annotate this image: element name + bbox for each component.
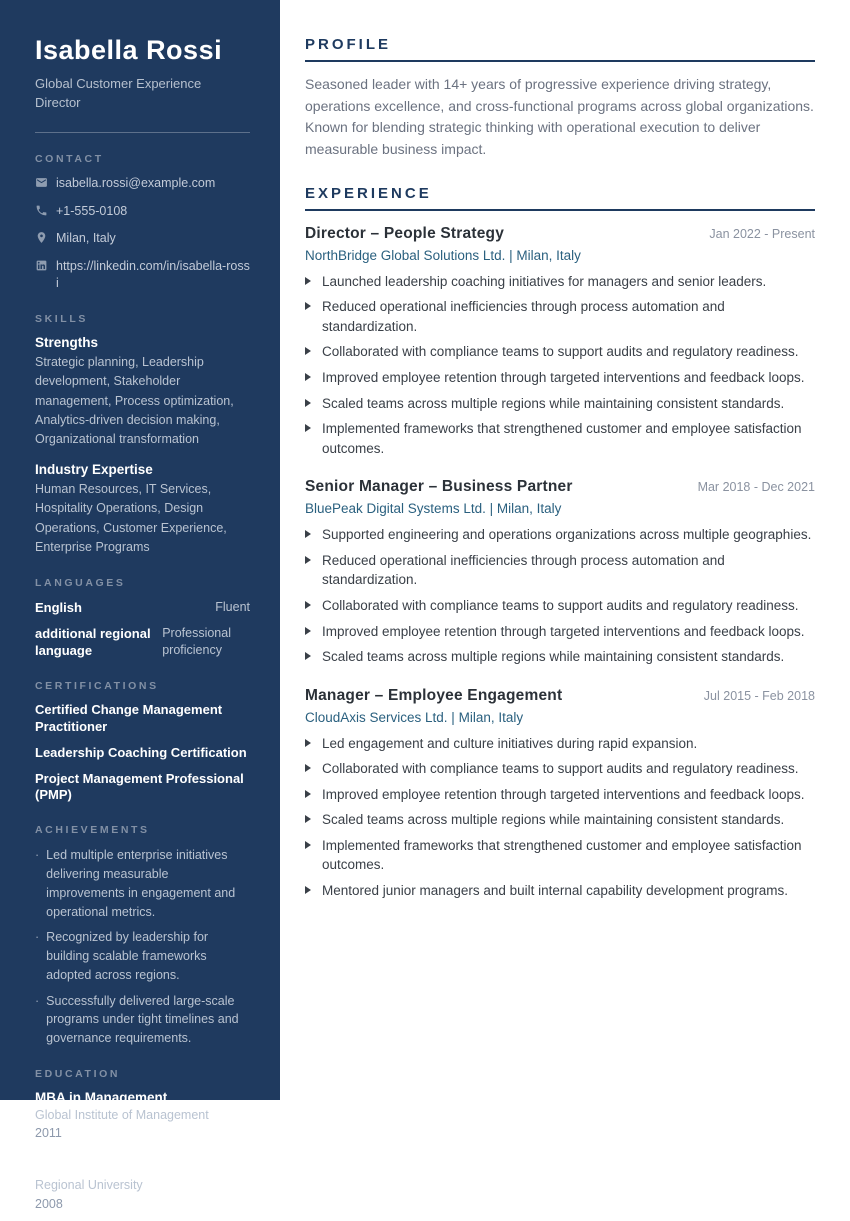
job-bullet xyxy=(305,368,815,388)
job-bullet-text: Scaled teams across multiple regions while maintaining consistent standards. xyxy=(322,812,785,828)
language-level: Professional proficiency xyxy=(162,625,231,657)
achievement-text: Led multiple enterprise initiatives delivering measurable improvements in engagement and operational metrics. xyxy=(46,848,236,919)
job-bullet xyxy=(305,810,815,830)
job-bullets xyxy=(305,525,815,666)
contact-location-text: Milan, Italy xyxy=(56,231,116,246)
triangle-bullet-icon xyxy=(305,790,311,798)
job-bullet xyxy=(305,551,815,590)
job-bullet-text: Implemented frameworks that strengthened customer and employee satisfaction outcomes. xyxy=(322,837,802,873)
job-bullet xyxy=(305,394,815,414)
job-bullet-text: Supported engineering and operations organizations across multiple geographies. xyxy=(322,527,812,543)
language-name: English xyxy=(35,600,82,616)
job-bullets xyxy=(305,734,815,901)
job-bullet xyxy=(305,596,815,616)
language-row xyxy=(35,625,250,660)
job-title: Manager – Employee Engagement xyxy=(305,686,563,704)
languages-heading: LANGUAGES xyxy=(35,577,126,590)
job-header xyxy=(305,687,815,705)
triangle-bullet-icon xyxy=(305,347,311,355)
job-bullet-text: Collaborated with compliance teams to support audits and regulatory readiness. xyxy=(322,761,799,777)
profile-text: Seasoned leader with 14+ years of progressive experience driving strategy, operations excellence, and cross-functional programs across global organizations. Known for blending strategic thinking with operational execution to deliver measurable business impact. xyxy=(305,76,814,158)
job-bullet xyxy=(305,342,815,362)
achievement-item xyxy=(35,992,250,1048)
job-title: Senior Manager – Business Partner xyxy=(305,478,573,496)
triangle-bullet-icon xyxy=(305,601,311,609)
profile-section xyxy=(305,36,815,161)
job-dates: Jul 2015 - Feb 2018 xyxy=(703,688,815,703)
job-bullet xyxy=(305,647,815,667)
skill-group-text: Strategic planning, Leadership development, Stakeholder management, Process optimization, Analytics-driven decision making, Organizational transformation xyxy=(35,354,234,447)
education-degree: MBA in Management xyxy=(35,1089,168,1105)
job-title: Director – People Strategy xyxy=(305,224,505,242)
bullet-dot-icon: · xyxy=(35,993,40,1008)
triangle-bullet-icon xyxy=(305,764,311,772)
job-bullet xyxy=(305,881,815,901)
job-entry xyxy=(305,225,815,459)
skill-group-text: Human Resources, IT Services, Hospitality Operations, Design Operations, Customer Experience, Enterprise Programs xyxy=(35,481,227,554)
job-bullet-text: Improved employee retention through targeted interventions and feedback loops. xyxy=(322,786,805,802)
education-heading: EDUCATION xyxy=(35,1067,121,1080)
job-bullet xyxy=(305,836,815,875)
experience-heading: EXPERIENCE xyxy=(305,185,815,211)
job-bullet-text: Improved employee retention through targeted interventions and feedback loops. xyxy=(322,623,805,639)
job-bullet-text: Collaborated with compliance teams to support audits and regulatory readiness. xyxy=(322,344,799,360)
phone-icon xyxy=(35,203,48,223)
job-header xyxy=(305,478,815,496)
triangle-bullet-icon xyxy=(305,373,311,381)
education-item xyxy=(35,1090,250,1151)
job-bullet-text: Improved employee retention through targeted interventions and feedback loops. xyxy=(322,370,805,385)
contact-linkedin[interactable] xyxy=(35,258,250,293)
achievements-list xyxy=(35,846,250,1048)
contact-email-text: isabella.rossi@example.com xyxy=(56,176,216,191)
job-bullet xyxy=(305,272,815,292)
job-company: NorthBridge Global Solutions Ltd. | Milan, Italy xyxy=(305,247,581,263)
job-entry xyxy=(305,687,815,901)
skill-group xyxy=(35,462,250,558)
languages-list xyxy=(35,599,250,660)
education-year: 2008 xyxy=(35,1196,63,1211)
job-dates: Jan 2022 - Present xyxy=(709,226,815,241)
education-school: Regional University xyxy=(35,1178,143,1193)
job-bullet xyxy=(305,622,815,642)
triangle-bullet-icon xyxy=(305,815,311,823)
profile-heading: PROFILE xyxy=(305,36,815,62)
job-company: CloudAxis Services Ltd. | Milan, Italy xyxy=(305,709,524,725)
job-bullets xyxy=(305,272,815,459)
bullet-dot-icon: · xyxy=(35,930,40,945)
job-bullet-text: Scaled teams across multiple regions while maintaining consistent standards. xyxy=(322,395,785,411)
contact-location xyxy=(35,230,250,250)
achievement-text: Successfully delivered large-scale programs under tight timelines and governance requirements. xyxy=(46,993,239,1046)
job-header xyxy=(305,225,815,243)
triangle-bullet-icon xyxy=(305,886,311,894)
person-title: Global Customer Experience Director xyxy=(35,75,202,110)
certifications-list xyxy=(35,702,250,804)
job-bullet xyxy=(305,734,815,754)
jobs-list xyxy=(305,225,815,901)
job-entry xyxy=(305,478,815,666)
linkedin-icon xyxy=(35,258,48,278)
experience-section xyxy=(305,185,815,901)
person-name: Isabella Rossi xyxy=(35,35,223,65)
skill-group-label: Industry Expertise xyxy=(35,461,153,477)
bullet-dot-icon: · xyxy=(35,848,40,863)
contact-phone-text: +1-555-0108 xyxy=(56,203,128,218)
job-bullet-text: Reduced operational inefficiencies through process automation and standardization. xyxy=(322,552,725,588)
education-degree: Bachelor’s Degree xyxy=(35,1160,154,1176)
education-list xyxy=(35,1090,250,1221)
triangle-bullet-icon xyxy=(305,424,311,432)
triangle-bullet-icon xyxy=(305,627,311,635)
job-bullet-text: Implemented frameworks that strengthened customer and employee satisfaction outcomes. xyxy=(322,421,802,456)
location-icon xyxy=(35,230,48,250)
job-bullet-text: Led engagement and culture initiatives during rapid expansion. xyxy=(322,735,698,751)
language-level: Fluent xyxy=(215,600,250,615)
sidebar xyxy=(0,0,280,1211)
skill-group xyxy=(35,335,250,450)
job-bullet xyxy=(305,297,815,336)
achievements-heading: ACHIEVEMENTS xyxy=(35,824,150,837)
contact-email xyxy=(35,175,250,195)
email-icon xyxy=(35,175,48,195)
job-bullet xyxy=(305,785,815,805)
job-bullet xyxy=(305,759,815,779)
triangle-bullet-icon xyxy=(305,739,311,747)
contact-heading: CONTACT xyxy=(35,153,104,166)
main-content xyxy=(280,0,850,1100)
job-bullet-text: Scaled teams across multiple regions while maintaining consistent standards. xyxy=(322,649,785,665)
job-dates: Mar 2018 - Dec 2021 xyxy=(697,480,815,495)
triangle-bullet-icon xyxy=(305,399,311,407)
job-bullet-text: Reduced operational inefficiencies through process automation and standardization. xyxy=(322,299,725,334)
certification-item: Project Management Professional (PMP) xyxy=(35,770,244,803)
skill-group-label: Strengths xyxy=(35,334,99,350)
language-row xyxy=(35,599,250,617)
skills-heading: SKILLS xyxy=(35,312,88,325)
triangle-bullet-icon xyxy=(305,841,311,849)
education-year: 2011 xyxy=(35,1126,62,1141)
achievement-item xyxy=(35,846,250,921)
job-bullet xyxy=(305,419,815,458)
job-company: BluePeak Digital Systems Ltd. | Milan, Italy xyxy=(305,501,562,517)
education-item xyxy=(35,1150,250,1221)
triangle-bullet-icon xyxy=(305,530,311,538)
education-school: Global Institute of Management xyxy=(35,1107,209,1122)
language-name: additional regional language xyxy=(35,625,151,659)
certifications-heading: CERTIFICATIONS xyxy=(35,679,159,692)
job-bullet-text: Mentored junior managers and built internal capability development programs. xyxy=(322,883,789,898)
divider xyxy=(35,132,250,133)
skills-list xyxy=(35,335,250,557)
job-bullet-text: Collaborated with compliance teams to support audits and regulatory readiness. xyxy=(322,597,799,613)
achievement-text: Recognized by leadership for building scalable frameworks adopted across regions. xyxy=(46,930,209,982)
contact-linkedin-text[interactable]: https://linkedin.com/in/isabella-rossi xyxy=(56,258,250,291)
certification-item: Certified Change Management Practitioner xyxy=(35,701,223,734)
triangle-bullet-icon xyxy=(305,556,311,564)
certification-item: Leadership Coaching Certification xyxy=(35,744,247,760)
job-bullet xyxy=(305,525,815,545)
triangle-bullet-icon xyxy=(305,302,311,310)
contact-phone xyxy=(35,203,250,223)
triangle-bullet-icon xyxy=(305,652,311,660)
triangle-bullet-icon xyxy=(305,277,311,285)
job-bullet-text: Launched leadership coaching initiatives for managers and senior leaders. xyxy=(322,273,767,289)
achievement-item xyxy=(35,928,250,984)
contact-list xyxy=(35,175,250,293)
